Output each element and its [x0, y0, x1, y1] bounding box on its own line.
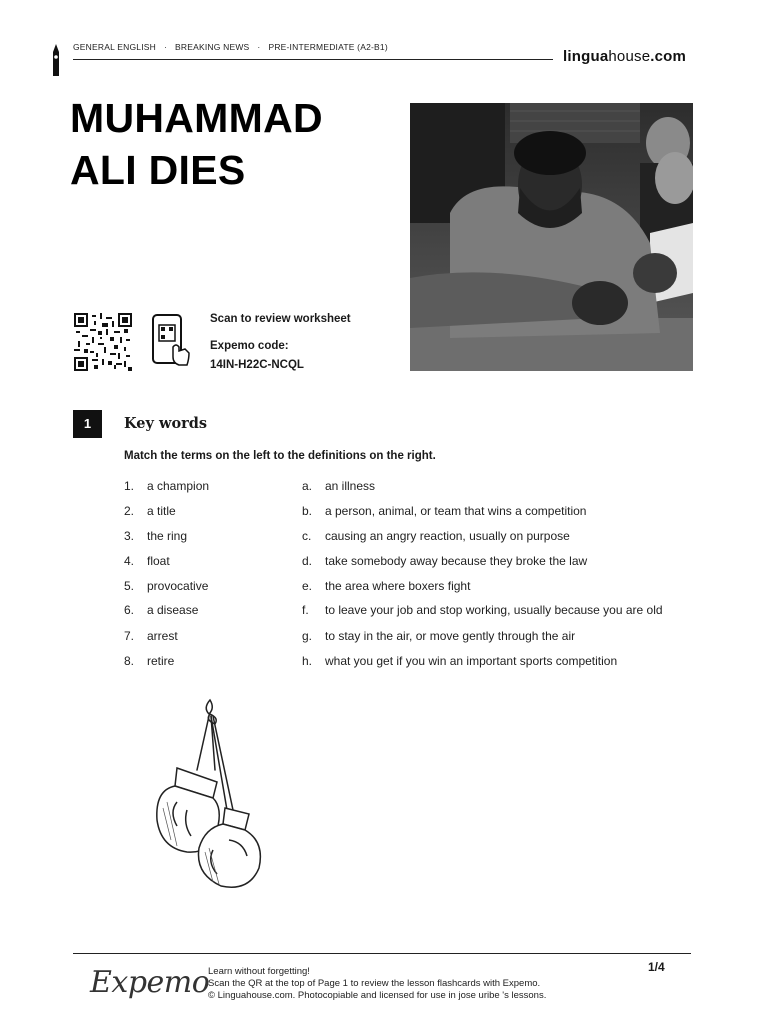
- page-title: [70, 92, 400, 196]
- definition-text: take somebody away because they broke the law: [325, 554, 588, 568]
- breadcrumb-separator: ·: [164, 42, 168, 52]
- term-text: float: [147, 554, 170, 568]
- linguahouse-logo[interactable]: linguahouse.com: [563, 48, 687, 65]
- definition-letter: g.: [302, 629, 313, 643]
- term-text: a title: [147, 504, 176, 518]
- page-number: 1/4: [648, 960, 665, 974]
- section-title: Key words: [124, 415, 208, 432]
- term-number: 6.: [124, 603, 135, 617]
- definition-letter: h.: [302, 654, 313, 668]
- term-number: 7.: [124, 629, 135, 643]
- page-title-line-2: ALI DIES: [70, 147, 246, 193]
- clock-tower-icon: [50, 44, 62, 76]
- boxer-photo: [410, 103, 693, 371]
- definition-text: a person, animal, or team that wins a competition: [325, 504, 587, 518]
- section-number-badge: 1: [73, 410, 102, 438]
- definition-text: the area where boxers fight: [325, 579, 471, 593]
- definition-text: what you get if you win an important sports competition: [325, 654, 618, 668]
- definition-letter: c.: [302, 529, 312, 543]
- footer-scan-note: Scan the QR at the top of Page 1 to review the lesson flashcards with Expemo.: [208, 978, 541, 989]
- term-number: 4.: [124, 554, 135, 568]
- definition-text: causing an angry reaction, usually on purpose: [325, 529, 570, 543]
- definition-letter: a.: [302, 479, 313, 493]
- definition-text: to stay in the air, or move gently through the air: [325, 629, 576, 643]
- page-title-line-1: MUHAMMAD: [70, 95, 323, 141]
- term-number: 1.: [124, 479, 135, 493]
- boxing-gloves-illustration: [125, 690, 305, 900]
- term-number: 5.: [124, 579, 135, 593]
- phone-scan-icon: [151, 313, 191, 371]
- expemo-code-label: Expemo code:: [210, 340, 289, 352]
- qr-code[interactable]: [73, 313, 133, 371]
- term-number: 3.: [124, 529, 135, 543]
- definition-text: an illness: [325, 479, 376, 493]
- breadcrumb-difficulty: PRE-INTERMEDIATE (A2-B1): [268, 42, 388, 52]
- term-text: a disease: [147, 603, 199, 617]
- expemo-code-value: 14IN-H22C-NCQL: [210, 359, 304, 371]
- definition-letter: b.: [302, 504, 313, 518]
- expemo-logo[interactable]: Expemo: [90, 965, 210, 1000]
- breadcrumb-level: GENERAL ENGLISH: [73, 42, 156, 52]
- definition-text: to leave your job and stop working, usually because you are old: [325, 603, 663, 617]
- term-number: 8.: [124, 654, 135, 668]
- exercise-instruction: Match the terms on the left to the definitions on the right.: [124, 450, 436, 462]
- header-rule: [73, 59, 553, 60]
- breadcrumb-category: BREAKING NEWS: [175, 42, 250, 52]
- scan-instruction: Scan to review worksheet: [210, 313, 351, 325]
- term-text: retire: [147, 654, 175, 668]
- term-text: arrest: [147, 629, 178, 643]
- term-number: 2.: [124, 504, 135, 518]
- term-text: the ring: [147, 529, 188, 543]
- breadcrumb: [73, 42, 388, 52]
- definition-letter: f.: [302, 603, 309, 617]
- term-text: a champion: [147, 479, 210, 493]
- footer-rule: [73, 953, 691, 954]
- breadcrumb-separator: ·: [257, 42, 261, 52]
- definition-letter: d.: [302, 554, 313, 568]
- term-text: provocative: [147, 579, 209, 593]
- definition-letter: e.: [302, 579, 313, 593]
- footer-tagline: Learn without forgetting!: [208, 966, 310, 977]
- footer-copyright: © Linguahouse.com. Photocopiable and licensed for use in jose uribe 's lessons.: [208, 990, 547, 1001]
